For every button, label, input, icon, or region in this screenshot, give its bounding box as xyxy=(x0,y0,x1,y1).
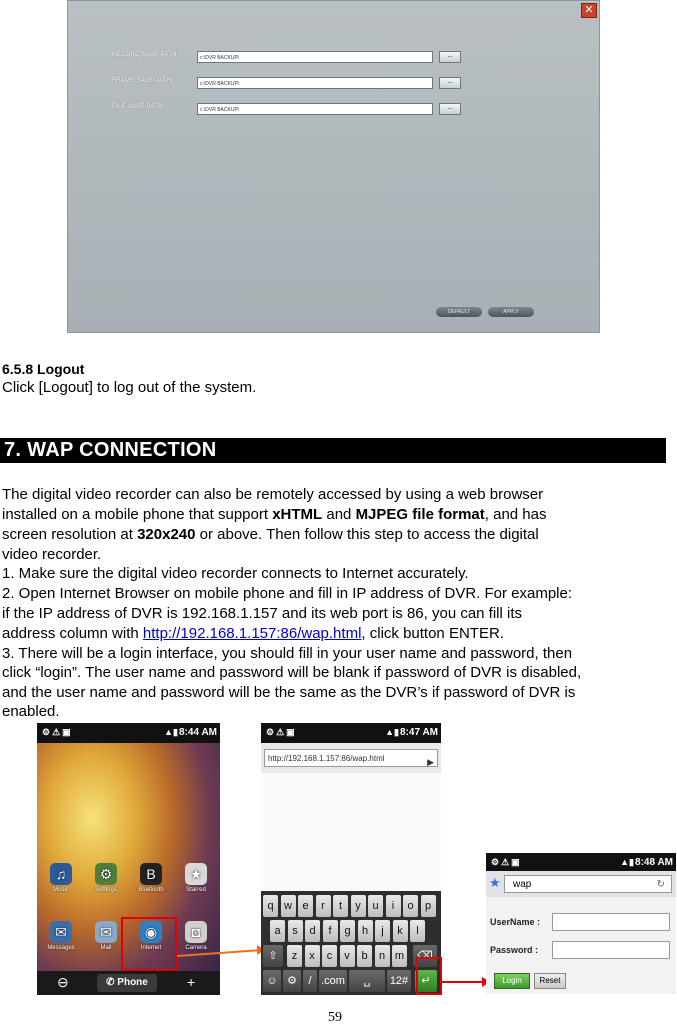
file-save-path-row xyxy=(112,103,452,117)
key-k[interactable]: k xyxy=(393,920,408,942)
key-j[interactable]: j xyxy=(375,920,390,942)
key-c[interactable]: c xyxy=(322,945,337,967)
music-note-icon: ♫ xyxy=(50,863,72,885)
wap-paragraph-line: video recorder. xyxy=(2,546,102,563)
arrow-line xyxy=(442,981,486,983)
gear-icon: ⚙ xyxy=(95,863,117,885)
numbers-key[interactable]: 12# xyxy=(387,970,411,992)
signal-icon: ▲▮ xyxy=(385,727,399,737)
app-starred[interactable] xyxy=(176,863,216,893)
web-content-area xyxy=(261,773,441,891)
text-run: screen resolution at xyxy=(2,526,138,543)
go-arrow-icon[interactable]: ▶ xyxy=(427,757,434,767)
key-z[interactable]: z xyxy=(287,945,302,967)
notification-icons: ⚙⚠▣ xyxy=(42,727,73,737)
resolution-bold: 320x240 xyxy=(137,526,196,543)
app-music[interactable] xyxy=(41,863,81,893)
key-e[interactable]: e xyxy=(298,895,313,917)
password-label: Password : xyxy=(490,945,539,955)
phone-label: Phone xyxy=(117,977,148,988)
address-text: wap xyxy=(513,879,532,890)
phone-login-screenshot xyxy=(486,853,676,994)
globe-icon: ◉ xyxy=(140,921,162,943)
step-3-line: 3. There will be a login interface, you should fill in your user name and password, then xyxy=(2,645,573,662)
app-label: Music xyxy=(53,887,69,893)
wap-paragraph-line xyxy=(2,525,539,545)
file-browse-button[interactable]: ... xyxy=(439,103,461,115)
address-input[interactable] xyxy=(504,875,672,893)
key-l[interactable]: l xyxy=(410,920,425,942)
text-run: address column with xyxy=(2,625,143,642)
username-label: UserName : xyxy=(490,917,541,927)
xhtml-bold: xHTML xyxy=(272,506,323,523)
wap-paragraph-line: The digital video recorder can also be remotely accessed by using a web browser xyxy=(2,486,544,503)
text-run: , click button ENTER. xyxy=(361,625,504,642)
key-m[interactable]: m xyxy=(392,945,407,967)
shift-key[interactable]: ⇧ xyxy=(263,945,283,967)
login-button[interactable]: Login xyxy=(494,973,530,989)
app-label: Starred xyxy=(186,887,206,893)
record-save-path-label: RECORD SAVE PATH xyxy=(112,52,177,58)
signal-icon: ▲▮ xyxy=(164,727,178,737)
browser-address-bar xyxy=(486,871,676,897)
step-1: 1. Make sure the digital video recorder connects to Internet accurately. xyxy=(2,565,469,582)
wap-section-heading-bar xyxy=(0,438,666,463)
key-u[interactable]: u xyxy=(368,895,383,917)
app-label: Messages xyxy=(47,945,75,951)
wap-url-link[interactable]: http://192.168.1.157:86/wap.html xyxy=(142,625,362,642)
star-folder-icon: ★ xyxy=(185,863,207,885)
app-mail[interactable] xyxy=(86,921,126,951)
browser-url-bar[interactable] xyxy=(264,749,438,767)
key-o[interactable]: o xyxy=(403,895,418,917)
default-button[interactable]: DEFAULT xyxy=(436,307,482,317)
mail-icon: ✉ xyxy=(95,921,117,943)
key-y[interactable]: y xyxy=(351,895,366,917)
mjpeg-bold: MJPEG file format xyxy=(355,506,485,523)
app-bluetooth[interactable] xyxy=(131,863,171,893)
com-key[interactable]: .com xyxy=(319,970,347,992)
frame-browse-button[interactable]: ... xyxy=(439,77,461,89)
key-n[interactable]: n xyxy=(375,945,390,967)
notification-icons: ⚙⚠▣ xyxy=(266,727,297,737)
enter-key[interactable]: ↵ xyxy=(415,970,437,992)
delete-key[interactable]: ⌫ xyxy=(413,945,437,967)
frame-save-path-label: FRAME SAVE PATH xyxy=(112,78,172,84)
frame-save-path-input[interactable]: c:\DVR BACKUP\ xyxy=(197,77,433,89)
key-q[interactable]: q xyxy=(263,895,278,917)
back-icon[interactable]: ⊖ xyxy=(57,974,69,990)
key-s[interactable]: s xyxy=(288,920,303,942)
status-time: 8:47 AM xyxy=(400,727,438,738)
app-camera[interactable] xyxy=(176,921,216,951)
refresh-icon[interactable]: ↻ xyxy=(656,879,665,890)
key-i[interactable]: i xyxy=(386,895,401,917)
text-run: and xyxy=(322,506,356,523)
status-bar xyxy=(261,723,441,743)
signal-icon: ▲▮ xyxy=(620,857,634,867)
soft-keyboard xyxy=(261,891,441,995)
dock xyxy=(37,971,220,995)
step-2-line: if the IP address of DVR is 192.168.1.157 and its web port is 86, you can fill its xyxy=(2,605,523,622)
status-time: 8:44 AM xyxy=(179,727,217,738)
step-3-line: and the user name and password will be the same as the DVR’s if password of DVR is xyxy=(2,684,576,701)
text-run: , and has xyxy=(484,506,547,523)
password-input[interactable] xyxy=(552,941,670,959)
key-f[interactable]: f xyxy=(323,920,338,942)
key-w[interactable]: w xyxy=(281,895,296,917)
key-a[interactable]: a xyxy=(270,920,285,942)
close-icon[interactable]: ✕ xyxy=(581,3,597,18)
app-label: Mail xyxy=(100,945,112,951)
phone-button[interactable] xyxy=(97,974,157,992)
frame-save-path-row xyxy=(112,77,452,91)
key-v[interactable]: v xyxy=(340,945,355,967)
text-run: installed on a mobile phone that support xyxy=(2,506,273,523)
status-bar xyxy=(486,853,676,871)
key-r[interactable]: r xyxy=(316,895,331,917)
phone-browser-screenshot xyxy=(261,723,441,995)
status-time: 8:48 AM xyxy=(635,857,673,868)
status-bar xyxy=(37,723,220,743)
emoji-key[interactable]: ☺ xyxy=(263,970,281,992)
key-p[interactable]: p xyxy=(421,895,436,917)
file-save-path-label: FILE SAVE PATH xyxy=(112,104,163,110)
key-x[interactable]: x xyxy=(305,945,320,967)
star-icon[interactable]: ★ xyxy=(489,875,501,890)
file-save-path-input[interactable]: c:\DVR BACKUP\ xyxy=(197,103,433,115)
key-b[interactable]: b xyxy=(357,945,372,967)
step-3-line: enabled. xyxy=(2,703,60,720)
app-label: Camera xyxy=(185,945,207,951)
internet-highlight-box xyxy=(121,917,177,971)
key-t[interactable]: t xyxy=(333,895,348,917)
step-2-line xyxy=(2,624,504,644)
settings-key[interactable]: ⚙ xyxy=(283,970,301,992)
space-key[interactable]: ␣ xyxy=(349,970,385,992)
key-h[interactable]: h xyxy=(358,920,373,942)
wap-section-heading: 7. WAP CONNECTION xyxy=(4,439,217,461)
slash-key[interactable]: / xyxy=(303,970,317,992)
bluetooth-icon: B xyxy=(140,863,162,885)
key-d[interactable]: d xyxy=(305,920,320,942)
messages-icon: ✉ xyxy=(50,921,72,943)
reset-button[interactable]: Reset xyxy=(534,973,566,989)
step-3-line: click “login”. The user name and password will be blank if password of DVR is disabled, xyxy=(2,664,582,681)
camera-icon: ◘ xyxy=(185,921,207,943)
apply-button[interactable]: APPLY xyxy=(488,307,534,317)
dvr-settings-screenshot xyxy=(67,0,600,333)
app-label: Bluetooth xyxy=(138,887,164,893)
username-input[interactable] xyxy=(552,913,670,931)
record-save-path-row xyxy=(112,51,452,65)
app-messages[interactable] xyxy=(41,921,81,951)
wap-paragraph-line xyxy=(2,505,546,525)
text-run: or above. Then follow this step to access the digital xyxy=(195,526,539,543)
app-settings[interactable] xyxy=(86,863,126,893)
step-2-line: 2. Open Internet Browser on mobile phone and fill in IP address of DVR. For example: xyxy=(2,585,573,602)
app-label: Settings xyxy=(95,887,117,893)
logout-text: Click [Logout] to log out of the system. xyxy=(2,379,257,396)
url-text: http://192.168.1.157:86/wap.html xyxy=(268,754,385,763)
app-label: Internet xyxy=(140,945,162,951)
add-icon[interactable]: + xyxy=(187,974,196,990)
enter-key-highlight-box xyxy=(416,957,442,995)
record-browse-button[interactable]: ... xyxy=(439,51,461,63)
key-g[interactable]: g xyxy=(340,920,355,942)
phone-handset-icon: ✆ xyxy=(106,977,118,988)
record-save-path-input[interactable]: c:\DVR BACKUP\ xyxy=(197,51,433,63)
logout-heading: 6.5.8 Logout xyxy=(2,361,85,377)
page-number: 59 xyxy=(328,1010,342,1025)
notification-icons: ⚙⚠▣ xyxy=(491,857,522,867)
